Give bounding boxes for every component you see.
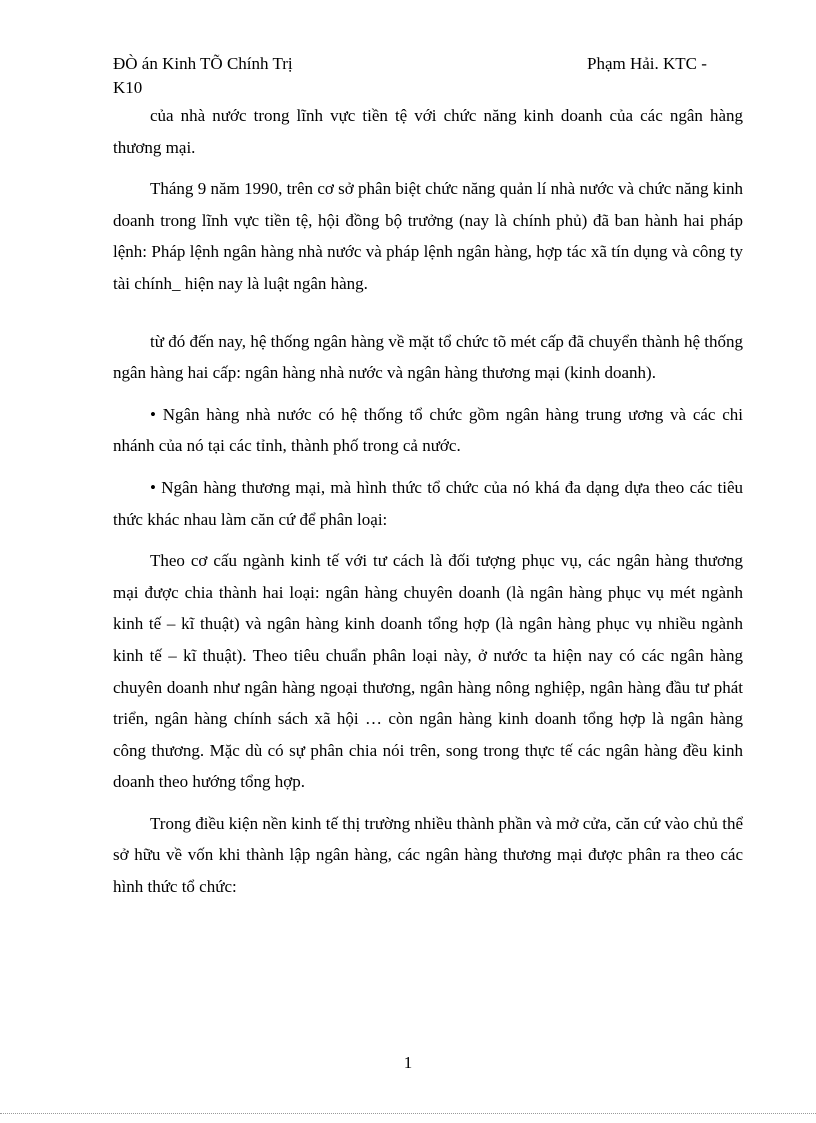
header-title: ĐÒ án Kinh TÕ Chính Trị (113, 54, 293, 73)
paragraph-ownership-classification: Trong điều kiện nền kinh tế thị trường nhiều thành phần và mở cửa, căn cứ vào chủ thể sở hữu về vốn khi thành lập ngân hàng, các ngân hàng thương mại được phân ra theo các hình thức tổ chức: (113, 813, 743, 897)
header-class-code: K10 (113, 78, 143, 97)
paragraph-industry-classification: Theo cơ cấu ngành kinh tế với tư cách là đối tượng phục vụ, các ngân hàng thương mại được chia thành hai loại: ngân hàng chuyên doanh (là ngân hàng phục vụ mét ngành kinh tế – kĩ thuật) và ngân hàng kinh doanh tổng hợp (là ngân hàng phục vụ nhiều ngành kinh tế – kĩ thuật). Theo tiêu chuẩn phân loại này, ở nước ta hiện nay có các ngân hàng chuyên doanh như ngân hàng ngoại thương, ngân hàng nông nghiệp, ngân hàng đầu tư phát triển, ngân hàng chính sách xã hội … còn ngân hàng kinh doanh tổng hợp là ngân hàng công thương. Mặc dù có sự phân chia nói trên, song trong thực tế các ngân hàng đều kinh doanh theo hướng tổng hợp. (113, 551, 743, 792)
header-author: Phạm Hải. KTC - (587, 54, 707, 73)
page-bottom-divider (0, 1113, 816, 1114)
paragraph-continuation: của nhà nước trong lĩnh vực tiền tệ với chức năng kinh doanh của các ngân hàng thương mại. (113, 106, 743, 157)
bullet-state-bank: • Ngân hàng nhà nước có hệ thống tổ chức gồm ngân hàng trung ương và các chi nhánh của nó tại các tỉnh, thành phố trong cả nước. (113, 404, 743, 456)
paragraph-ordinance: Tháng 9 năm 1990, trên cơ sở phân biệt chức năng quản lí nhà nước và chức năng kinh doanh trong lĩnh vực tiền tệ, hội đồng bộ trưởng (nay là chính phủ) đã ban hành hai pháp lệnh: Pháp lệnh ngân hàng nhà nước và pháp lệnh ngân hàng, hợp tác xã tín dụng và công ty tài chính_ hiện nay là luật ngân hàng. (113, 179, 743, 293)
bullet-commercial-bank: • Ngân hàng thương mại, mà hình thức tổ chức của nó khá đa dạng dựa theo các tiêu thức khác nhau làm căn cứ để phân loại: (113, 477, 743, 529)
page-number: 1 (403, 1053, 413, 1072)
paragraph-two-tier-system: từ đó đến nay, hệ thống ngân hàng về mặt tổ chức tõ mét cấp đã chuyển thành hệ thống ngân hàng hai cấp: ngân hàng nhà nước và ngân hàng thương mại (kinh doanh). (113, 331, 743, 383)
document-body (113, 100, 743, 913)
